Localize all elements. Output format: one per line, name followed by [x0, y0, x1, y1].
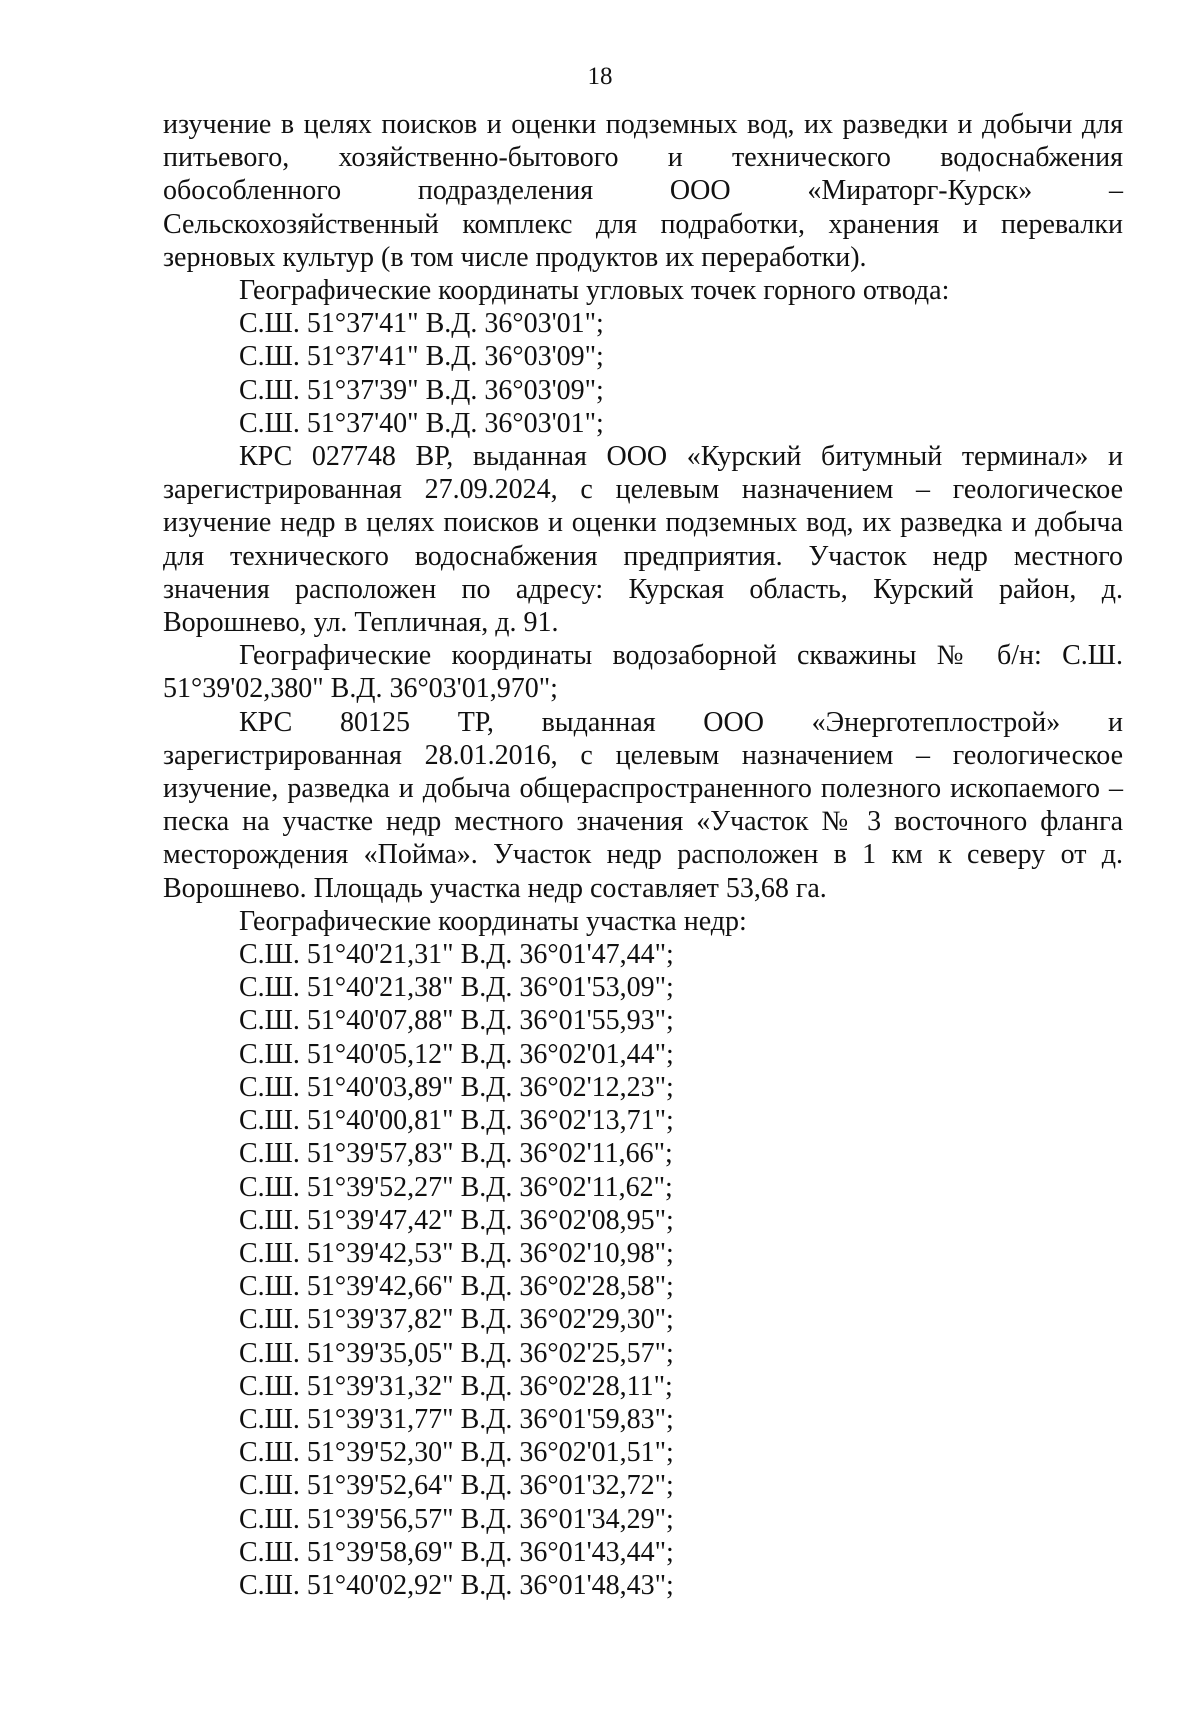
coordinate-line: С.Ш. 51°39'42,53" В.Д. 36°02'10,98"; [239, 1237, 674, 1269]
section3-paragraph: КРС 80125 ТР, выданная ООО «Энерготеплострой» и зарегистрированная 28.01.2016, с целевым назначением – геологическое изучение, разведка и добыча общераспространенного полезного ископаемого – песка на участке недр местного значения «Участок № 3 восточного фланга месторождения «Пойма». Участок недр расположен в 1 км к северу от д. Ворошнево. Площадь участка недр составляет 53,68 га. [163, 706, 1123, 904]
coordinate-line: С.Ш. 51°39'52,27" В.Д. 36°02'11,62"; [239, 1171, 673, 1203]
section1-coordinate-list [163, 307, 1123, 440]
coordinate-line: С.Ш. 51°40'05,12" В.Д. 36°02'01,44"; [239, 1038, 674, 1070]
coordinate-line: С.Ш. 51°39'52,30" В.Д. 36°02'01,51"; [239, 1437, 674, 1469]
coordinate-line: С.Ш. 51°39'47,42" В.Д. 36°02'08,95"; [239, 1204, 674, 1236]
coordinate-line: С.Ш. 51°39'31,77" В.Д. 36°01'59,83"; [239, 1403, 674, 1435]
document-body [163, 108, 1123, 1602]
coordinate-line: С.Ш. 51°39'56,57" В.Д. 36°01'34,29"; [239, 1503, 674, 1535]
coordinate-line: С.Ш. 51°40'02,92" В.Д. 36°01'48,43"; [239, 1569, 674, 1601]
coordinate-line: С.Ш. 51°37'39" В.Д. 36°03'09"; [239, 374, 604, 406]
coordinate-line: С.Ш. 51°37'41" В.Д. 36°03'09"; [239, 341, 604, 373]
coordinate-line: С.Ш. 51°39'37,82" В.Д. 36°02'29,30"; [239, 1304, 674, 1336]
coordinate-line: С.Ш. 51°40'21,31" В.Д. 36°01'47,44"; [239, 939, 674, 971]
coordinate-line: С.Ш. 51°39'57,83" В.Д. 36°02'11,66"; [239, 1138, 673, 1170]
coordinate-line: С.Ш. 51°40'21,38" В.Д. 36°01'53,09"; [239, 972, 674, 1004]
section2-coordinates-paragraph: Географические координаты водозаборной скважины № б/н: С.Ш. 51°39'02,380" В.Д. 36°03'01,970"; [163, 640, 1123, 705]
section3-heading: Географические координаты участка недр: [239, 905, 747, 937]
coordinate-line: С.Ш. 51°37'40" В.Д. 36°03'01"; [239, 407, 604, 439]
coordinate-line: С.Ш. 51°39'31,32" В.Д. 36°02'28,11"; [239, 1370, 673, 1402]
page-number: 18 [587, 63, 613, 90]
coordinate-line: С.Ш. 51°40'03,89" В.Д. 36°02'12,23"; [239, 1071, 674, 1103]
coordinate-line: С.Ш. 51°37'41" В.Д. 36°03'01"; [239, 308, 604, 340]
coordinate-line: С.Ш. 51°40'07,88" В.Д. 36°01'55,93"; [239, 1005, 674, 1037]
section2-paragraph: КРС 027748 ВР, выданная ООО «Курский битумный терминал» и зарегистрированная 27.09.2024, с целевым назначением – геологическое изучение недр в целях поисков и оценки подземных вод, их разведка и добыча для технического водоснабжения предприятия. Участок недр местного значения расположен по адресу: Курская область, Курский район, д. Ворошнево, ул. Тепличная, д. 91. [163, 441, 1123, 639]
coordinate-line: С.Ш. 51°40'00,81" В.Д. 36°02'13,71"; [239, 1105, 674, 1137]
paragraph-continuation: изучение в целях поисков и оценки подземных вод, их разведки и добычи для питьевого, хозяйственно-бытового и технического водоснабжения обособленного подразделения ООО «Мираторг-Курск» – Сельскохозяйственный комплекс для подработки, хранения и перевалки зерновых культур (в том числе продуктов их переработки). [163, 109, 1123, 273]
coordinate-line: С.Ш. 51°39'42,66" В.Д. 36°02'28,58"; [239, 1271, 674, 1303]
coordinate-line: С.Ш. 51°39'35,05" В.Д. 36°02'25,57"; [239, 1337, 674, 1369]
section1-heading: Географические координаты угловых точек горного отвода: [239, 275, 950, 307]
coordinate-line: С.Ш. 51°39'52,64" В.Д. 36°01'32,72"; [239, 1470, 674, 1502]
coordinate-line: С.Ш. 51°39'58,69" В.Д. 36°01'43,44"; [239, 1536, 674, 1568]
section3-coordinate-list [163, 938, 1123, 1602]
